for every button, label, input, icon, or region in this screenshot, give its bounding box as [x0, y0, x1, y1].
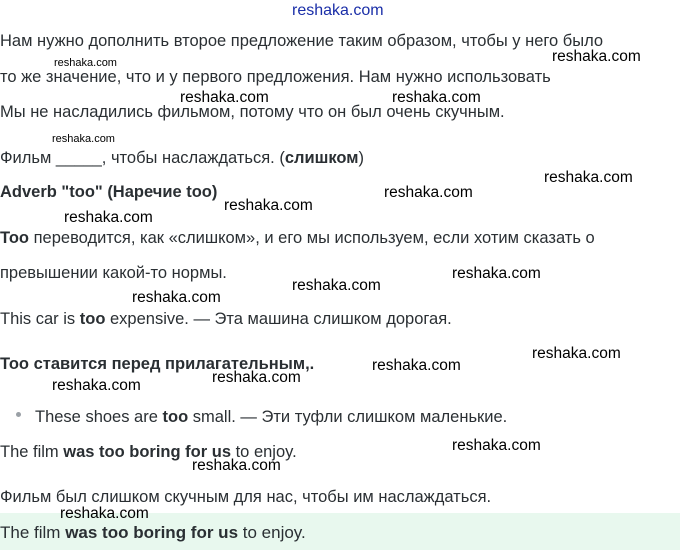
site-header-watermark[interactable]: reshaka.com	[292, 2, 384, 19]
answer-bold: was too boring for us	[65, 523, 239, 542]
watermark: reshaka.com	[544, 169, 633, 186]
example-film-1-bold: was too boring for us	[63, 443, 232, 461]
rule-heading: Too ставится перед прилагательным,.	[0, 355, 315, 373]
text-line-6-rest: переводится, как «слишком», и его мы используем, если хотим сказать о	[29, 229, 595, 247]
translation-film: Фильм был слишком скучным для нас, чтобы им наслаждаться.	[0, 488, 492, 506]
watermark: reshaka.com	[552, 48, 641, 65]
watermark: reshaka.com	[372, 357, 461, 374]
example-film-1-end: to enjoy.	[231, 443, 297, 461]
watermark: reshaka.com	[132, 289, 221, 306]
watermark: reshaka.com	[212, 369, 301, 386]
watermark: reshaka.com	[392, 89, 481, 106]
bullet-dot	[16, 412, 21, 417]
example-shoes-start: These shoes are	[35, 408, 163, 426]
watermark: reshaka.com	[384, 184, 473, 201]
hint-word: слишком	[284, 149, 359, 167]
watermark: reshaka.com	[452, 265, 541, 282]
watermark: reshaka.com	[532, 345, 621, 362]
text-line-2: то же значение, что и у первого предложения. Нам нужно использовать	[0, 68, 551, 86]
watermark: reshaka.com	[180, 89, 269, 106]
keyword-too: Too	[0, 229, 30, 247]
example-shoes	[35, 406, 507, 428]
answer-end: to enjoy.	[238, 523, 306, 542]
watermark: reshaka.com	[64, 209, 153, 226]
example-shoes-too: too	[162, 408, 189, 426]
text-line-4-start: Фильм _____, чтобы наслаждаться. (	[0, 149, 285, 167]
example-car	[0, 308, 452, 330]
text-line-6	[0, 227, 595, 249]
text-line-1: Нам нужно дополнить второе предложение таким образом, чтобы у него было	[0, 32, 604, 50]
watermark: reshaka.com	[192, 457, 281, 474]
example-film-1-start: The film	[0, 443, 64, 461]
section-heading-adverb-too: Adverb "too" (Наречие too)	[0, 183, 218, 201]
watermark: reshaka.com	[452, 437, 541, 454]
watermark: reshaka.com	[224, 197, 313, 214]
text-line-4	[0, 147, 364, 169]
example-car-too: too	[79, 310, 106, 328]
example-car-end: expensive. — Эта машина слишком дорогая.	[105, 310, 452, 328]
text-line-7: превышении какой-то нормы.	[0, 264, 227, 282]
answer-sentence	[0, 522, 306, 544]
text-line-3: Мы не насладились фильмом, потому что он был очень скучным.	[0, 103, 505, 121]
watermark: reshaka.com	[292, 277, 381, 294]
answer-start: The film	[0, 523, 66, 542]
watermark: reshaka.com	[60, 505, 149, 522]
watermark: reshaka.com	[52, 377, 141, 394]
text-line-4-end: )	[358, 149, 364, 167]
watermark: reshaka.com	[54, 57, 117, 69]
watermark: reshaka.com	[52, 133, 115, 145]
example-shoes-end: small. — Эти туфли слишком маленькие.	[188, 408, 508, 426]
example-car-start: This car is	[0, 310, 80, 328]
